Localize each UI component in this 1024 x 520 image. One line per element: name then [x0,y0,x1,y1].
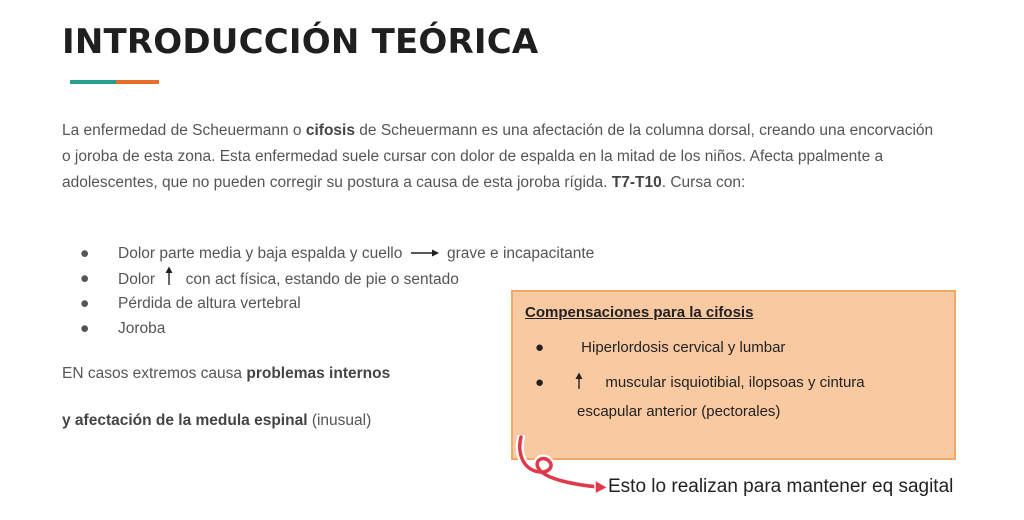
bullet-dot: ● [80,270,90,287]
arrow-up-icon [165,266,173,294]
box-title: Compensaciones para la cifosis [525,304,754,321]
extreme-bold-medula: y afectación de la medula espinal [62,412,308,429]
intro-bold-cifosis: cifosis [305,122,355,139]
bullet-dot: ● [80,245,90,262]
list-item [80,266,594,291]
intro-text-2: de Scheuermann es una afectación de la columna dorsal, creando una encorvación o joroba de esta zona. Esta enfermedad suele cursar con dolor de espalda en la mitad de los niños. Afecta ppalmente a adolescentes, que no pueden corregir su postura a causa de esta joroba rígida. [62,122,934,191]
extreme-line-2 [62,412,371,430]
bullet-text: Dolor [118,271,156,289]
box-item-continuation: escapular anterior (pectorales) [577,403,781,420]
box-item-text: Hiperlordosis cervical y lumbar [581,339,786,356]
bullet-text: grave e incapacitante [446,245,595,262]
intro-text-3: . Cursa con: [661,174,746,191]
bullet-text: Pérdida de altura vertebral [118,295,301,312]
intro-paragraph [62,118,942,196]
intro-bold-vertebrae: T7-T10 [611,174,662,191]
arrow-right-icon [410,241,440,266]
bullet-dot: ● [80,320,90,337]
bullet-dot: ● [535,339,545,356]
bullet-text: con act física, estando de pie o sentado [185,271,459,289]
box-item [535,339,785,356]
bullet-text: Dolor parte media y baja espalda y cuello [118,245,403,262]
intro-text-1: La enfermedad de Scheuermann o [62,122,306,139]
box-item [535,372,865,394]
sagittal-note: Esto lo realizan para mantener eq sagital [608,476,954,497]
extreme-text: (inusual) [307,412,372,429]
curly-arrow-icon [515,435,610,505]
bullet-dot: ● [535,373,545,391]
arrow-up-icon [575,372,583,394]
accent-bar-orange [116,80,159,84]
extreme-line-1 [62,365,390,383]
box-item-text: muscular isquiotibial, ilopsoas y cintura [605,373,865,391]
bullet-dot: ● [80,295,90,312]
extreme-bold-problems: problemas internos [246,365,391,382]
accent-bar-teal [70,80,116,84]
slide-title: INTRODUCCIÓN TEÓRICA [62,22,539,62]
extreme-text: EN casos extremos causa [62,365,247,382]
list-item [80,241,594,266]
bullet-text: Joroba [118,320,166,337]
